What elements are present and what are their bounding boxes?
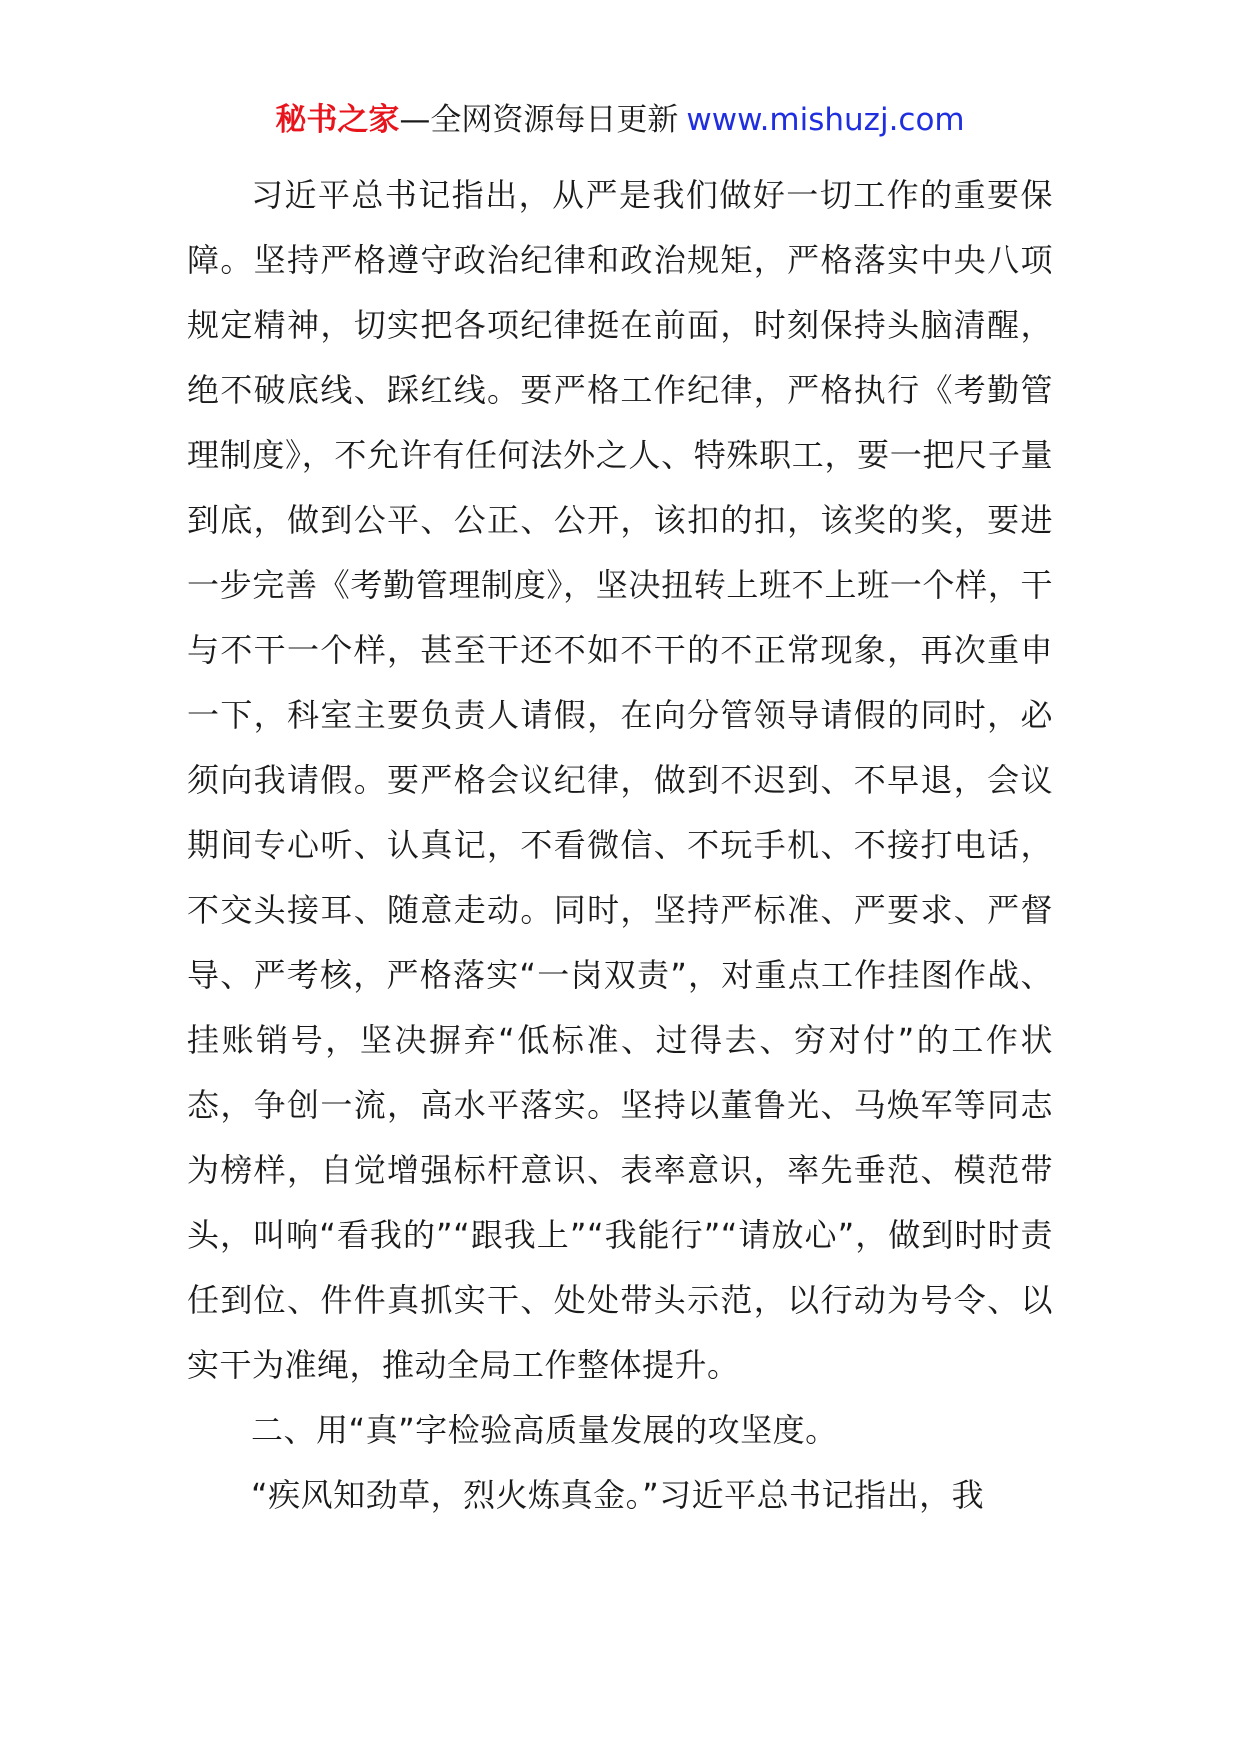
paragraph-quote-start: “疾风知劲草，烈火炼真金。”习近平总书记指出，我	[251, 1476, 985, 1514]
site-url-link[interactable]: www.mishuzj.com	[686, 102, 965, 138]
header-tagline: —全网资源每日更新	[399, 102, 679, 138]
page-header	[0, 98, 1240, 142]
paragraph-discipline: 习近平总书记指出，从严是我们做好一切工作的重要保障。坚持严格遵守政治纪律和政治规矩，严格落实中央八项规定精神，切实把各项纪律挺在前面，时刻保持头脑清醒，绝不破底线、踩红线。要严格工作纪律，严格执行《考勤管理制度》，不允许有任何法外之人、特殊职工，要一把尺子量到底，做到公平、公正、公开，该扣的扣，该奖的奖，要进一步完善《考勤管理制度》，坚决扭转上班不上班一个样，干与不干一个样，甚至干还不如不干的不正常现象，再次重申一下，科室主要负责人请假，在向分管领导请假的同时，必须向我请假。要严格会议纪律，做到不迟到、不早退，会议期间专心听、认真记，不看微信、不玩手机、不接打电话，不交头接耳、随意走动。同时，坚持严标准、严要求、严督导、严考核，严格落实“一岗双责”，对重点工作挂图作战、挂账销号，坚决摒弃“低标准、过得去、穷对付”的工作状态，争创一流，高水平落实。坚持以董鲁光、马焕军等同志为榜样，自觉增强标杆意识、表率意识，率先垂范、模范带头，叫响“看我的”“跟我上”“我能行”“请放心”，做到时时责任到位、件件真抓实干、处处带头示范，以行动为号令、以实干为准绳，推动全局工作整体提升。	[187, 176, 1053, 1384]
section-heading-two: 二、用“真”字检验高质量发展的攻坚度。	[251, 1411, 838, 1449]
brand-name: 秘书之家	[275, 102, 400, 138]
document-body	[187, 163, 1053, 1528]
